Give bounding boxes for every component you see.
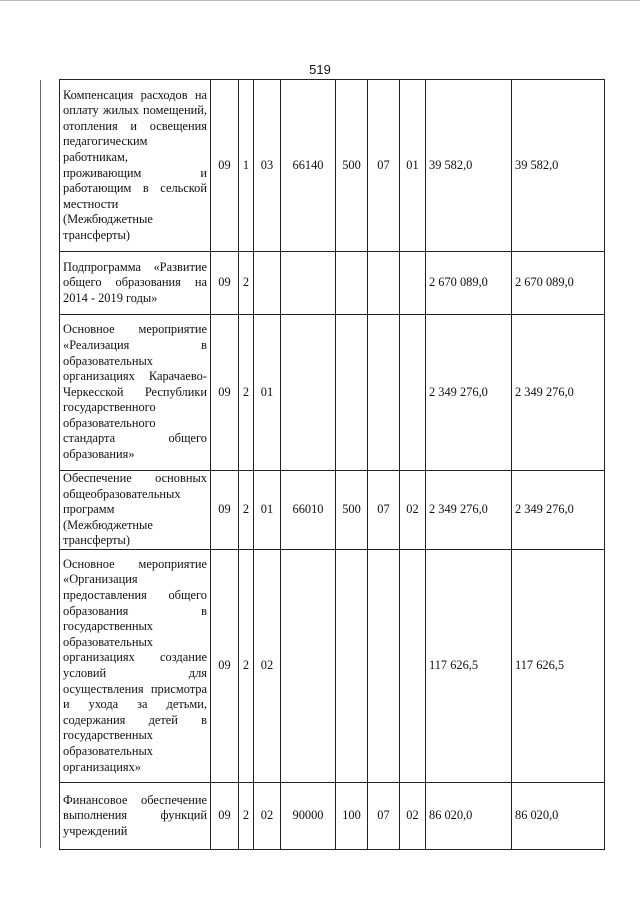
cell-section: 09 [211, 80, 239, 252]
cell-subprogram: 02 [254, 549, 281, 782]
row-description: Обеспечение основных общеобразовательных программ (Межбюджетные трансферты) [60, 471, 211, 550]
cell-direction [281, 549, 336, 782]
cell-program: 2 [239, 252, 254, 315]
cell-amount-2: 2 670 089,0 [512, 252, 605, 315]
cell-subprogram [254, 252, 281, 315]
cell-section: 09 [211, 471, 239, 550]
cell-program: 1 [239, 80, 254, 252]
cell-direction [281, 252, 336, 315]
table-row [60, 315, 605, 471]
row-description: Основное мероприятие «Реализация в образовательных организациях Карачаево-Черкесской Республики государственного образовательного стандарта общего образования» [60, 315, 211, 471]
cell-amount-1: 2 670 089,0 [426, 252, 512, 315]
table-row [60, 252, 605, 315]
cell-expense-type: 100 [336, 782, 368, 849]
cell-chapter: 07 [368, 471, 400, 550]
table-row [60, 782, 605, 849]
cell-subchapter: 01 [400, 80, 426, 252]
cell-subprogram: 03 [254, 80, 281, 252]
cell-section: 09 [211, 549, 239, 782]
cell-expense-type [336, 315, 368, 471]
cell-direction: 66140 [281, 80, 336, 252]
cell-expense-type [336, 549, 368, 782]
cell-amount-2: 2 349 276,0 [512, 315, 605, 471]
cell-chapter [368, 315, 400, 471]
cell-expense-type: 500 [336, 80, 368, 252]
row-description: Компенсация расходов на оплату жилых помещений, отопления и освещения педагогическим работникам, проживающим и работающим в сельской местности (Межбюджетные трансферты) [60, 80, 211, 252]
row-description: Подпрограмма «Развитие общего образования на 2014 - 2019 годы» [60, 252, 211, 315]
cell-direction: 66010 [281, 471, 336, 550]
cell-direction [281, 315, 336, 471]
page-number: 519 [309, 62, 331, 77]
table-row [60, 80, 605, 252]
cell-expense-type: 500 [336, 471, 368, 550]
cell-program: 2 [239, 315, 254, 471]
cell-program: 2 [239, 549, 254, 782]
cell-section: 09 [211, 782, 239, 849]
cell-subchapter [400, 252, 426, 315]
row-description: Финансовое обеспечение выполнения функций учреждений [60, 782, 211, 849]
cell-section: 09 [211, 315, 239, 471]
cell-direction: 90000 [281, 782, 336, 849]
cell-amount-2: 86 020,0 [512, 782, 605, 849]
cell-amount-2: 117 626,5 [512, 549, 605, 782]
cell-program: 2 [239, 782, 254, 849]
table-row [60, 471, 605, 550]
cell-subchapter [400, 549, 426, 782]
cell-amount-1: 2 349 276,0 [426, 471, 512, 550]
cell-chapter: 07 [368, 782, 400, 849]
scan-edge-line [0, 0, 640, 1]
cell-subprogram: 02 [254, 782, 281, 849]
cell-subchapter: 02 [400, 471, 426, 550]
cell-amount-1: 2 349 276,0 [426, 315, 512, 471]
budget-table [59, 79, 605, 850]
cell-section: 09 [211, 252, 239, 315]
cell-subprogram: 01 [254, 315, 281, 471]
cell-amount-2: 39 582,0 [512, 80, 605, 252]
cell-subchapter [400, 315, 426, 471]
cell-subchapter: 02 [400, 782, 426, 849]
cell-amount-2: 2 349 276,0 [512, 471, 605, 550]
cell-chapter: 07 [368, 80, 400, 252]
cell-amount-1: 86 020,0 [426, 782, 512, 849]
margin-rule [40, 80, 41, 848]
cell-amount-1: 117 626,5 [426, 549, 512, 782]
cell-expense-type [336, 252, 368, 315]
table-row [60, 549, 605, 782]
cell-program: 2 [239, 471, 254, 550]
cell-chapter [368, 549, 400, 782]
cell-subprogram: 01 [254, 471, 281, 550]
cell-amount-1: 39 582,0 [426, 80, 512, 252]
cell-chapter [368, 252, 400, 315]
row-description: Основное мероприятие «Организация предоставления общего образования в государственных образовательных организациях создание условий для осуществления присмотра и ухода за детьми, содержания детей в государственных образовательных организациях» [60, 549, 211, 782]
